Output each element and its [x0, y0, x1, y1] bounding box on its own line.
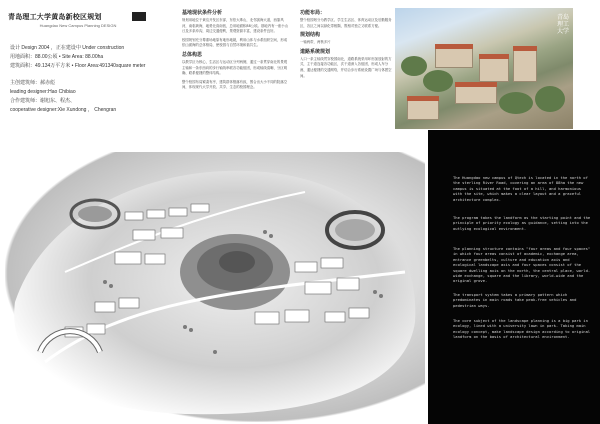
coop-designer-en: cooperative designer:Xie Xundong ， Chengran [10, 107, 117, 113]
section-heading: 基地现状条件分析 [182, 10, 223, 16]
aerial-drawing [5, 152, 425, 422]
en-paragraph-5: The core subject of the landscape planning is a big park in ecology, lined with a university lawn in park. Taking main ecology concept, make landscape design according to original landform on the basis of architectural environment. [453, 318, 591, 340]
paragraph: 以教学区为核心，生活区与运动区分列两侧，通过一条贯穿南北的景观主轴和一条东西向的步行轴线串联各功能组团，形成轴线清晰、分区明确、联系便捷的整体结构。 [182, 59, 288, 76]
aerial-rendering [5, 152, 425, 422]
lead-designer-en: leading designer:Hao Chibiao [10, 89, 76, 95]
en-paragraph-2: The program takes the landform as the starting point and the principle of priority ecology as guidance, setting into the outlying ecological environment. [453, 215, 591, 231]
section-heading: 规划结构 [300, 32, 321, 39]
page-title-cn: 青岛理工大学黄岛新校区规划 [8, 13, 102, 21]
paragraph: 一轴两带，两核多片 [300, 40, 331, 45]
title-swatch [132, 12, 146, 21]
function-column [300, 10, 392, 82]
section-heading: 道路系统规划 [300, 48, 331, 55]
spacer [10, 71, 160, 79]
en-paragraph-3: The planning structure contains "four areas and four spaces" in which four areas consist of academic, exchange area, entrance greenbelts, culture and education axis and ecological landscape axis and four spaces consist of the square dwelling axis on the north, the central place, world-wide exchange, square and the library, world-wide and the original grove. [453, 246, 591, 284]
analysis-column [182, 10, 290, 94]
paragraph: 入口一条主轴线贯穿校园南北，道路系统采用环形加放射的方式，主干道连接各功能区，次干道深入各组团，形成人车分流、通达便捷的交通网络，并结合步行系统设置广场与休憩空间。 [300, 56, 392, 78]
floor-area: 建筑面积：49.134万平方米 • Floor Area:491340square meter [10, 63, 146, 69]
lead-designer-cn: 主创建筑师：郝赤彪 [10, 80, 56, 86]
section-heading: 总体构思 [182, 51, 203, 58]
paragraph: 校园规划充分尊重场地原有地形地貌，利用山体与水系组织空间，形成依山面海的总体格局，使校园与自然环境和谐共生。 [182, 37, 288, 48]
en-paragraph-1: The Huangdao new campus of Qtech is located in the north of the sterling River Road, covering an area of 88ha the new campus is situated at the foot of a hill, and harmonious with the site, which makes a clear layout and a graceful architecture complex. [453, 175, 588, 202]
paragraph: 整个校园划分为教学区、学生生活区、体育运动区及后勤服务区，各区之间以绿化带相隔，既相对独立又联系方便。 [300, 18, 392, 28]
page-title-en: Huangdao New Campus Planning DESIGN [39, 23, 117, 28]
paragraph: 整个校园布局紧凑有序，建筑群体错落有致，围合出大小不同的院落空间，体现现代大学开放、共享、生态的校园理念。 [182, 79, 288, 90]
paragraph: 规划用地位于黄岛开发区东部，东依大珠山，北邻滨海大道，西靠风河，南临黄海，地势北高南低，总用地面积88公顷。基地内有一座小山丘及多条冲沟，周边交通便利，景观资源丰富，建设条件良好。 [182, 18, 289, 34]
en-paragraph-4: The transport system takes a primary pattern which predominates in main roads take peak-free vehicles and pedestrian ways. [453, 292, 577, 308]
photo-caption: 青岛理工大学 [557, 14, 570, 35]
section-heading: 功能布局： [300, 10, 326, 16]
campus-photo [395, 8, 573, 129]
site-area: 用地面积：88.00公顷 • Site Area: 88.00ha [10, 54, 104, 60]
title-block [8, 12, 148, 28]
design-line: 设计 Design 2004 ，正在建设中 Under construction [10, 45, 125, 51]
coop-designer-cn: 合作建筑师：谢旭东、程杰、 [10, 98, 76, 104]
project-meta [10, 44, 160, 115]
